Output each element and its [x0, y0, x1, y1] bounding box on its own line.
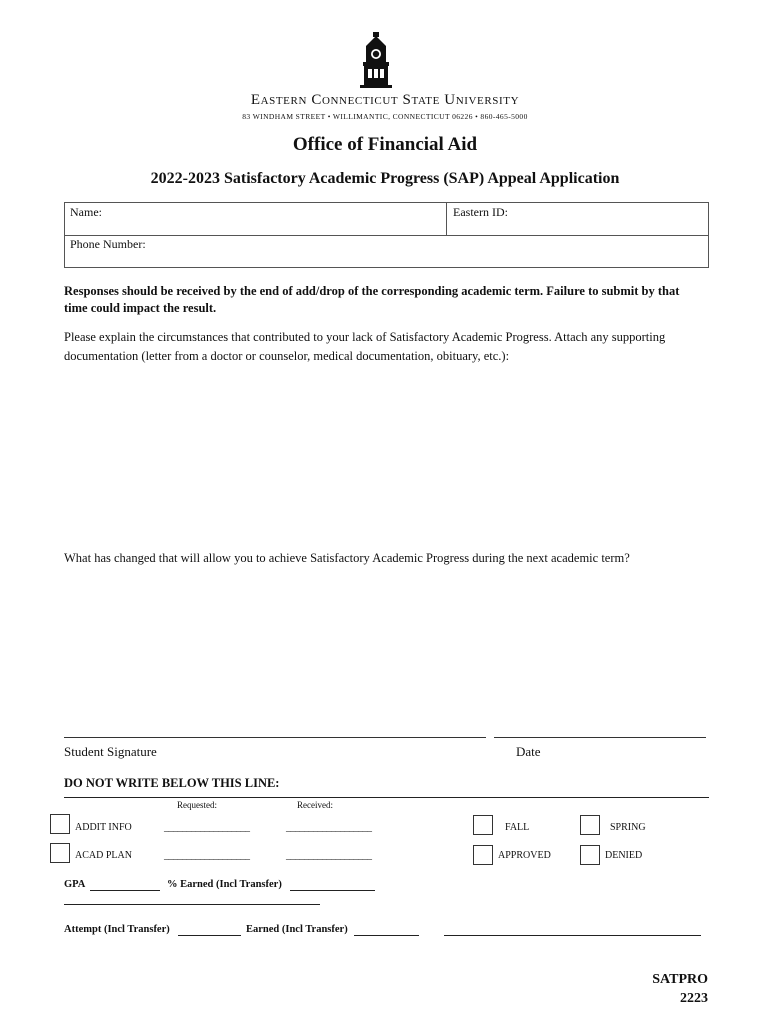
office-use-heading: DO NOT WRITE BELOW THIS LINE:: [64, 776, 280, 790]
approved-checkbox[interactable]: [473, 845, 493, 865]
eastern-id-label: Eastern ID:: [453, 205, 508, 219]
attempt-label: Attempt (Incl Transfer): [64, 924, 170, 935]
acad-plan-received-blank[interactable]: ___________________: [286, 850, 372, 861]
acad-plan-checkbox[interactable]: [50, 843, 70, 863]
gpa-blank[interactable]: [90, 890, 160, 891]
received-label: Received:: [297, 800, 333, 810]
circumstances-answer-area[interactable]: [64, 372, 709, 542]
student-signature-label: Student Signature: [64, 744, 157, 759]
acad-plan-label: ACAD PLAN: [75, 850, 132, 861]
question-circumstances: Please explain the circumstances that contributed to your lack of Satisfactory Academic Progress. Attach any supporting documentation (letter from a doctor or counselor, medical documentation, obituary, etc.):: [64, 330, 666, 363]
percent-earned-blank[interactable]: [290, 890, 375, 891]
addit-info-requested-blank[interactable]: ___________________: [164, 822, 250, 833]
attempt-blank[interactable]: [178, 935, 241, 936]
date-label: Date: [516, 744, 541, 759]
office-title: Office of Financial Aid: [292, 134, 478, 155]
form-title: 2022-2023 Satisfactory Academic Progress (SAP) Appeal Application: [150, 170, 620, 187]
university-tower-logo: [358, 32, 394, 88]
denied-label: DENIED: [605, 850, 643, 861]
phone-field[interactable]: [156, 238, 706, 266]
form-code: [652, 970, 708, 1008]
form-code-line2: 2223: [680, 991, 708, 1006]
name-field[interactable]: [112, 204, 442, 232]
form-code-line1: SATPRO: [652, 972, 708, 987]
approved-label: APPROVED: [498, 850, 551, 861]
earned-blank[interactable]: [354, 935, 419, 936]
reviewer-signature-line[interactable]: [444, 935, 701, 936]
gpa-extra-line[interactable]: [64, 904, 320, 905]
phone-label: Phone Number:: [70, 237, 146, 251]
addit-info-label: ADDIT INFO: [75, 822, 132, 833]
requested-label: Requested:: [177, 800, 217, 810]
spring-label: SPRING: [610, 822, 646, 833]
name-label: Name:: [70, 205, 102, 219]
gpa-label: GPA: [64, 879, 86, 890]
signature-line[interactable]: [64, 737, 486, 738]
question-changes: What has changed that will allow you to achieve Satisfactory Academic Progress during the next academic term?: [64, 551, 630, 565]
denied-checkbox[interactable]: [580, 845, 600, 865]
fall-label: FALL: [505, 822, 530, 833]
fall-checkbox[interactable]: [473, 815, 493, 835]
box-vertical-divider: [446, 202, 447, 236]
office-use-divider: [64, 797, 709, 798]
date-line[interactable]: [494, 737, 706, 738]
addit-info-received-blank[interactable]: ___________________: [286, 822, 372, 833]
earned-label: Earned (Incl Transfer): [246, 924, 348, 935]
eastern-id-field[interactable]: [518, 204, 706, 232]
box-divider: [64, 235, 709, 236]
acad-plan-requested-blank[interactable]: ___________________: [164, 850, 250, 861]
changes-answer-area[interactable]: [64, 572, 709, 727]
university-name: Eastern Connecticut State University: [250, 92, 520, 108]
spring-checkbox[interactable]: [580, 815, 600, 835]
percent-earned-label: % Earned (Incl Transfer): [167, 879, 282, 890]
university-address: 83 WINDHAM STREET • WILLIMANTIC, CONNECTICUT 06226 • 860-465-5000: [242, 112, 528, 121]
addit-info-checkbox[interactable]: [50, 814, 70, 834]
submission-notice: Responses should be received by the end of add/drop of the corresponding academic term. Failure to submit by that time could impact the result.: [64, 284, 680, 315]
